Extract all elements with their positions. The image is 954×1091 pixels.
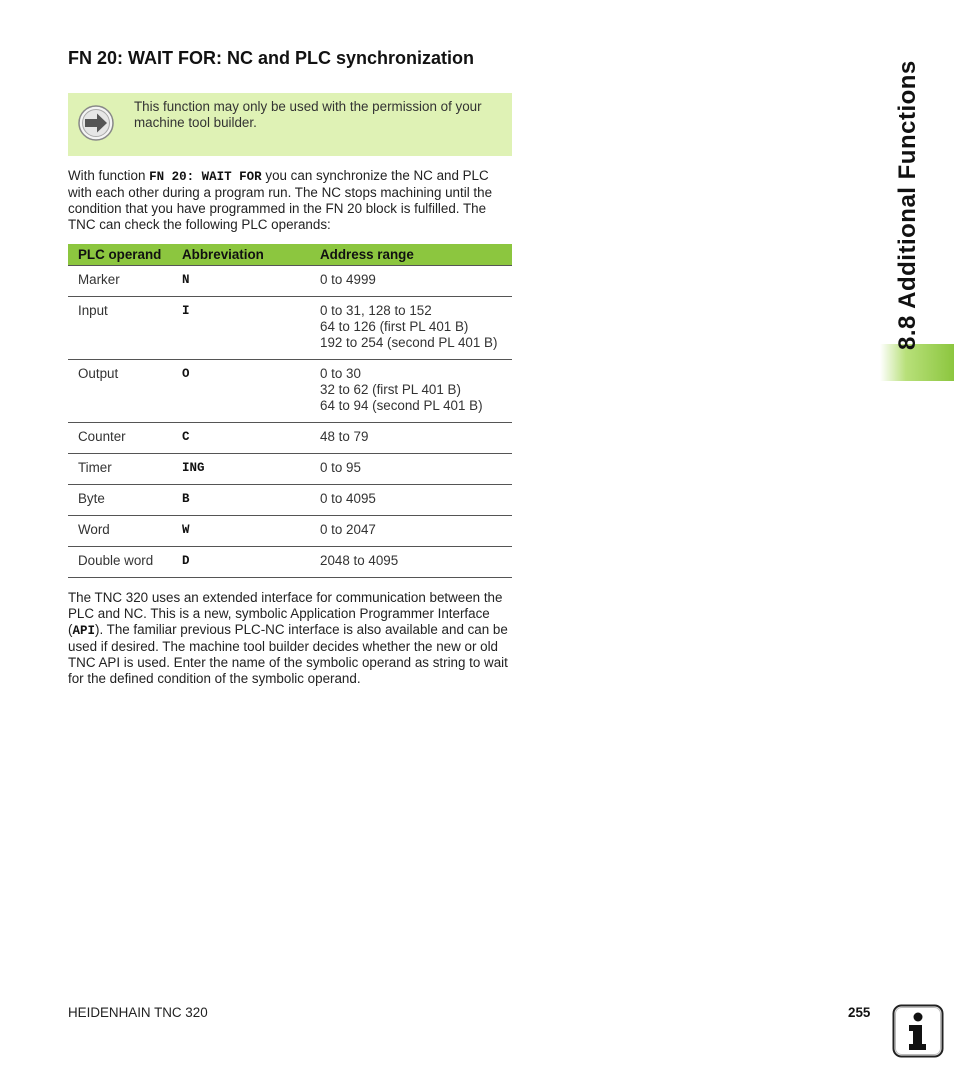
abbreviation-cell: I	[175, 297, 310, 360]
arrow-right-icon	[78, 105, 114, 141]
address-range-cell	[310, 516, 512, 547]
abbreviation-cell: ING	[175, 454, 310, 485]
table-row	[68, 266, 512, 297]
address-range-line: 32 to 62 (first PL 401 B)	[320, 382, 461, 397]
abbreviation-cell: W	[175, 516, 310, 547]
address-range-line: 0 to 95	[320, 460, 361, 475]
api-text-end: ). The familiar previous PLC-NC interface is also available and can be used if desired. The machine tool builder decides whether the new or old TNC API is used. Enter the name of the symbolic operand as string to wait for the defined condition of the symbolic operand.	[68, 622, 508, 686]
address-range-cell	[310, 547, 512, 578]
address-range-line: 64 to 126 (first PL 401 B)	[320, 319, 469, 334]
table-header-row	[68, 244, 512, 266]
table-row	[68, 297, 512, 360]
section-title: FN 20: WAIT FOR: NC and PLC synchronization	[68, 48, 475, 68]
intro-code: FN 20: WAIT FOR	[149, 170, 262, 184]
table-row	[68, 516, 512, 547]
address-range-line: 64 to 94 (second PL 401 B)	[320, 398, 483, 413]
column-header: Address range	[310, 244, 512, 266]
table-body	[68, 266, 512, 578]
address-range-line: 0 to 4095	[320, 491, 376, 506]
api-text-start: The TNC 320 uses an extended interface for communication between the PLC and NC. This is a new, symbolic Application Programmer Interface (	[68, 590, 503, 637]
address-range-line: 0 to 31, 128 to 152	[320, 303, 432, 318]
address-range-cell	[310, 297, 512, 360]
address-range-cell	[310, 454, 512, 485]
address-range-line: 2048 to 4095	[320, 553, 399, 568]
intro-text-end: you can synchronize the NC and PLC with each other during a program run. The NC stops machining until the condition that you have programmed in the FN 20 block is fulfilled. The TNC can check the following PLC operands:	[68, 168, 493, 232]
column-header: PLC operand	[68, 244, 175, 266]
operand-cell: Counter	[68, 423, 175, 454]
table-row	[68, 360, 512, 423]
operand-cell: Input	[68, 297, 175, 360]
column-header: Abbreviation	[175, 244, 310, 266]
operand-cell: Timer	[68, 454, 175, 485]
abbreviation-cell: D	[175, 547, 310, 578]
operand-cell: Byte	[68, 485, 175, 516]
info-icon	[892, 1004, 944, 1058]
operand-cell: Output	[68, 360, 175, 423]
intro-paragraph	[68, 168, 512, 233]
address-range-line: 192 to 254 (second PL 401 B)	[320, 335, 498, 350]
chapter-title: 8.8 Additional Functions	[894, 60, 921, 350]
operand-cell: Double word	[68, 547, 175, 578]
footer-product: HEIDENHAIN TNC 320	[68, 1005, 208, 1020]
operand-cell: Marker	[68, 266, 175, 297]
page-number: 255	[848, 1005, 871, 1020]
address-range-cell	[310, 423, 512, 454]
abbreviation-cell: O	[175, 360, 310, 423]
table-row	[68, 454, 512, 485]
table-row	[68, 423, 512, 454]
address-range-line: 0 to 30	[320, 366, 361, 381]
address-range-cell	[310, 266, 512, 297]
abbreviation-cell: N	[175, 266, 310, 297]
api-paragraph	[68, 590, 512, 687]
address-range-line: 0 to 2047	[320, 522, 376, 537]
abbreviation-cell: C	[175, 423, 310, 454]
address-range-line: 0 to 4999	[320, 272, 376, 287]
api-code: API	[72, 624, 95, 638]
address-range-cell	[310, 360, 512, 423]
note-text: This function may only be used with the permission of your machine tool builder.	[134, 99, 482, 130]
address-range-cell	[310, 485, 512, 516]
table-row	[68, 547, 512, 578]
intro-text-start: With function	[68, 168, 150, 183]
abbreviation-cell: B	[175, 485, 310, 516]
table-row	[68, 485, 512, 516]
note-box	[68, 93, 512, 156]
address-range-line: 48 to 79	[320, 429, 369, 444]
plc-operands-table	[68, 244, 512, 578]
operand-cell: Word	[68, 516, 175, 547]
